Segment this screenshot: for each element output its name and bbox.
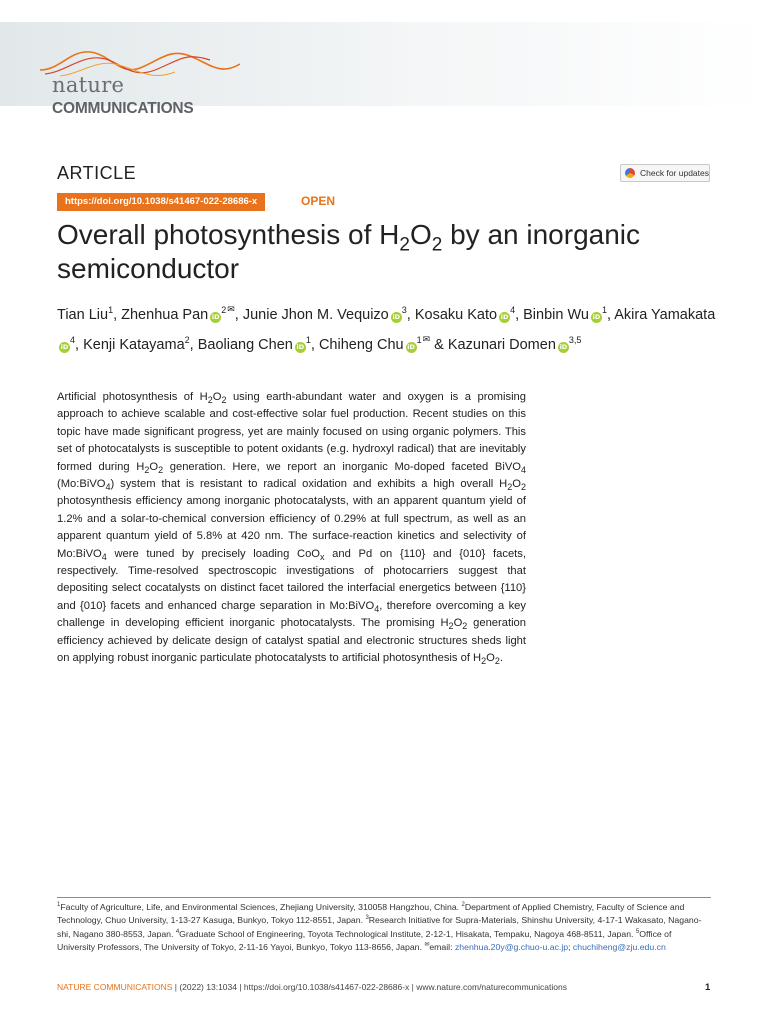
abstract-text: and Pd on {110} and {010} facets, respectively. Time-resolved spectroscopic investigations of photocarriers suggest that depositing select cocatalysts on distinct facet tailored the interfacial energetics between {110} and {010} facets and enhanced charge separation in Mo:BiVO [57,547,526,612]
abstract-text: ) system that is resistant to radical oxidation and exhibits a high overall H [110,478,508,491]
doi-link[interactable]: https://doi.org/10.1038/s41467-022-28686-x [57,193,265,211]
abstract-text: generation. Here, we report an inorganic Mo-doped faceted BiVO [163,460,521,473]
affiliations [57,901,711,955]
title-text: by an inorganic semiconductor [57,219,641,284]
footer-journal-name: NATURE COMMUNICATIONS [57,982,173,992]
orcid-icon[interactable]: iD [60,343,69,351]
orcid-icon[interactable]: iD [559,343,568,351]
title-text: Overall photosynthesis of H [57,219,400,250]
affiliation-text: ; [568,942,573,953]
abstract-text: O [212,391,222,403]
author-affiliation-number: 1 [601,305,607,316]
affiliation-text: Graduate School of Engineering, Toyota Technological Institute, 2-12-1, Hisakata, Tempaku, Nagoya 468-8511, Japan. [179,928,636,939]
author[interactable] [523,307,607,323]
author-affiliation-number: 4 [70,335,76,346]
author[interactable] [57,307,113,323]
abstract-subscript: x [320,551,325,562]
abstract-subscript: 2 [158,464,164,475]
author-name: Kosaku Kato [414,307,498,323]
author[interactable] [83,337,190,353]
orcid-icon[interactable]: iD [296,343,305,351]
title-text: O [409,219,432,250]
corresponding-envelope-icon: ✉ [227,304,235,314]
abstract-subscript: 2 [507,482,513,493]
abstract-subscript: 2 [207,395,213,406]
author[interactable] [121,304,235,323]
check-for-updates-label: Check for updates [640,168,709,178]
author[interactable] [243,307,407,323]
abstract-text: generation efficiency achieved by delicate design of catalyst spatial and electronic structures sheds light on applying robust inorganic particulate photocatalysts to artificial photosynthesis of H [57,617,527,665]
author-name: Binbin Wu [523,307,589,323]
author-name: Chiheng Chu [318,337,404,353]
abstract-subscript: 2 [448,621,454,632]
abstract-subscript: 2 [481,656,487,667]
logo-nature-text: nature [52,73,125,97]
page-number: 1 [705,982,711,993]
footer-citation: | (2022) 13:1034 | https://doi.org/10.1038/s41467-022-28686-x | www.nature.com/naturecommunications [172,982,567,992]
author-name: Tian Liu [57,307,109,323]
crossmark-icon [625,168,635,178]
author-name: Zhenhua Pan [121,307,209,323]
author-separator: , [75,337,84,353]
author-affiliation-number: 4 [510,305,516,316]
abstract [57,389,526,668]
title-subscript: 2 [431,234,443,256]
author[interactable] [198,337,311,353]
abstract-text: O [453,617,463,630]
author-separator: , [234,307,243,323]
author[interactable] [448,337,582,353]
email-link[interactable]: chuchiheng@zju.edu.cn [572,942,666,953]
affiliation-marker: 4 [175,928,180,935]
orcid-icon[interactable]: iD [392,313,401,321]
author-affiliation-number: 1 [108,305,114,316]
affiliation-marker: ✉ [424,942,430,949]
abstract-text: . [499,652,503,665]
author-name: Kazunari Domen [447,337,556,353]
author-separator: , [515,307,524,323]
abstract-subscript: 2 [462,621,468,632]
author-separator: , [606,307,615,323]
abstract-subscript: 4 [520,464,526,475]
abstract-subscript: 4 [105,482,111,493]
abstract-text: photosynthesis efficiency among inorganic photocatalysts, with an apparent quantum yield of 1.2% and a solar-to-chemical conversion efficiency of 0.29% at full spectrum, as well as an apparent quantum yield of 5.8% at 420 nm. The surface-reaction kinetics and selectivity of Mo:BiVO [57,495,526,560]
author-name: Baoliang Chen [197,337,293,353]
affiliation-text: Department of Applied Chemistry, Faculty of Science and Technology, Chuo University, 1-13-27 Kasuga, Bunkyo, Tokyo 112-8551, Japan. [57,902,685,926]
author-separator: & [430,337,448,353]
abstract-text: were tuned by precisely loading CoO [106,547,321,560]
affiliation-marker: 2 [461,902,465,909]
affiliation-marker: 3 [365,915,369,922]
check-for-updates-button[interactable] [620,164,710,182]
article-title [57,218,717,286]
author[interactable] [318,334,431,353]
abstract-text: O [149,460,159,473]
author-separator: , [189,337,198,353]
affiliation-divider [57,897,711,898]
abstract-text: Artificial photosynthesis of H [57,391,208,403]
author-name: Akira Yamakata [614,307,716,323]
author[interactable] [415,307,515,323]
author-list [57,297,727,357]
orcid-icon[interactable]: iD [500,313,509,321]
author-separator: , [310,337,319,353]
abstract-text: using earth-abundant water and oxygen is a promising approach to achieve scalable and cost-effective solar fuel production. Recent studies on this topic have made significant progress, yet are mainly focused on using organic polymers. This set of photocatalysts is susceptible to potent oxidants (e.g. hydroxyl radical) that are inevitably formed during H [57,391,526,473]
affiliation-marker: 5 [635,928,640,935]
author-affiliation-number: 3 [401,305,407,316]
author-affiliation-number: 3,5 [568,335,582,346]
abstract-subscript: 4 [101,551,107,562]
affiliation-text: Office of University Professors, The University of Tokyo, 2-11-16 Yayoi, Bunkyo, Tokyo 113-8656, Japan. [57,928,672,953]
abstract-subscript: 2 [520,482,526,493]
article-type-label: ARTICLE [57,163,137,183]
logo-communications-text: COMMUNICATIONS [52,100,194,117]
orcid-icon[interactable]: iD [592,313,601,321]
author-affiliation-number: 1 [416,335,422,346]
author-name: Kenji Katayama [83,337,185,353]
page-footer [57,982,711,992]
author-affiliation-number: 2 [184,335,190,346]
author-affiliation-number: 1 [305,335,311,346]
abstract-text: , therefore overcoming a key challenge in developing efficient inorganic photocatalysts. The promising H [57,599,526,630]
affiliation-text: Faculty of Agriculture, Life, and Environmental Sciences, Zhejiang University, 310058 Hangzhou, China. [60,902,462,912]
abstract-text: O [486,652,495,665]
abstract-text: (Mo:BiVO [57,478,106,491]
abstract-subscript: 2 [494,656,500,667]
email-link[interactable]: zhenhua.20y@g.chuo-u.ac.jp [454,942,569,953]
abstract-text: O [512,478,521,491]
corresponding-envelope-icon: ✉ [422,334,431,344]
journal-banner [0,22,768,117]
author-name: Junie Jhon M. Vequizo [242,307,389,323]
affiliation-text: Research Initiative for Supra-Materials, Shinshu University, 4-17-1 Wakasato, Nagano-shi, Nagano 380-8553, Japan. [57,915,702,939]
affiliation-text: email: [429,942,455,953]
affiliation-marker: 1 [57,902,61,909]
open-access-label: OPEN [301,194,336,208]
abstract-subscript: 2 [144,464,150,475]
author-separator: , [113,307,122,323]
author-separator: , [406,307,415,323]
orcid-icon[interactable]: iD [407,343,415,351]
title-subscript: 2 [399,234,410,256]
abstract-subscript: 4 [374,604,380,615]
author-affiliation-number: 2 [221,305,227,316]
abstract-subscript: 2 [221,395,227,406]
orcid-icon[interactable]: iD [211,313,220,321]
